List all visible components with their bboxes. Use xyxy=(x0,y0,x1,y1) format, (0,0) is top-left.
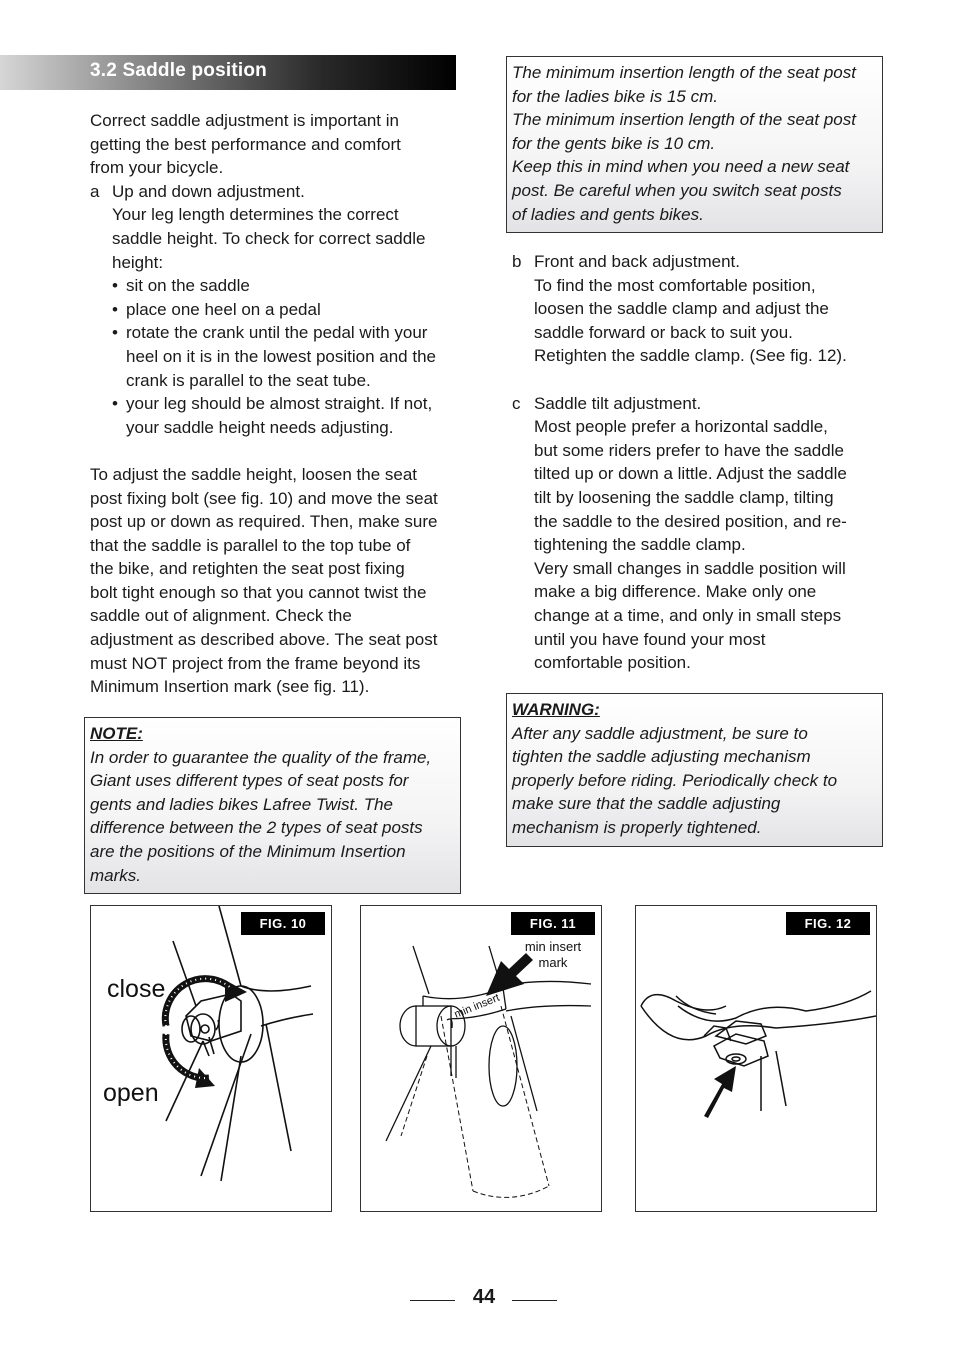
item-a-title: Up and down adjustment. xyxy=(112,181,305,201)
bullet-mark: • xyxy=(112,276,118,296)
page-rule-right xyxy=(512,1300,557,1301)
warning-line: properly before riding. Periodically check to xyxy=(512,770,838,790)
warning-label: WARNING: xyxy=(512,700,600,719)
adjust-line: adjustment as described above. The seat post xyxy=(90,630,438,650)
page-number: 44 xyxy=(472,1286,496,1308)
bullet-line: heel on it is in the lowest position and the xyxy=(126,346,436,366)
item-c-title: Saddle tilt adjustment. xyxy=(534,393,702,413)
fig11-callout-line2: mark xyxy=(538,955,568,970)
item-c-line: comfortable position. xyxy=(534,653,691,673)
fig11-callout-line1: min insert xyxy=(524,939,582,954)
bullet-mark: • xyxy=(112,299,118,319)
warning-line: tighten the saddle adjusting mechanism xyxy=(512,747,811,767)
item-c-line: tightening the saddle clamp. xyxy=(534,535,746,555)
item-a-line: height: xyxy=(112,252,164,272)
note-line: marks. xyxy=(90,865,141,885)
adjust-line: Minimum Insertion mark (see fig. 11). xyxy=(90,677,370,697)
note-label: NOTE: xyxy=(90,724,143,743)
right-column xyxy=(512,250,884,675)
item-c-line: Very small changes in saddle position will xyxy=(534,558,846,578)
warning-box xyxy=(506,693,883,847)
item-c-line: change at a time, and only in small steps xyxy=(534,605,842,625)
bullet-item xyxy=(90,321,460,392)
adjust-line: the bike, and retighten the seat post fixing xyxy=(90,559,405,579)
figure-12 xyxy=(635,905,877,1212)
insertion-line: The minimum insertion length of the seat post xyxy=(512,110,856,130)
figure-11 xyxy=(360,905,602,1212)
fig10-close-label: close xyxy=(107,975,166,1003)
item-c-heading xyxy=(512,392,884,416)
adjust-line: post fixing bolt (see fig. 10) and move the seat xyxy=(90,488,438,508)
adjust-line: To adjust the saddle height, loosen the seat xyxy=(90,464,418,484)
item-b-marker: b xyxy=(512,252,522,271)
item-b-line: loosen the saddle clamp and adjust the xyxy=(534,299,829,319)
insertion-line: for the ladies bike is 15 cm. xyxy=(512,86,718,106)
item-c-line: tilted up or down a little. Adjust the saddle xyxy=(534,464,847,484)
fig10-open-label: open xyxy=(103,1079,159,1107)
fig11-post-text: min insert xyxy=(452,991,502,1021)
item-b-heading xyxy=(512,250,884,274)
bullet-line: sit on the saddle xyxy=(126,276,250,296)
fig10-drawing xyxy=(91,906,332,1212)
fig11-tag: FIG. 11 xyxy=(511,912,595,935)
note-line: In order to guarantee the quality of the frame, xyxy=(90,747,432,767)
section-title: 3.2 Saddle position xyxy=(90,60,267,81)
adjust-line: bolt tight enough so that you cannot twist the xyxy=(90,582,427,602)
note-line: gents and ladies bikes Lafree Twist. The xyxy=(90,794,394,814)
spacer xyxy=(512,368,884,392)
bullet-item xyxy=(90,392,460,439)
fig12-drawing xyxy=(636,906,877,1212)
item-c-line: until you have found your most xyxy=(534,629,766,649)
intro-line: getting the best performance and comfort xyxy=(90,134,401,154)
insertion-line: The minimum insertion length of the seat post xyxy=(512,63,856,82)
item-b-line: Retighten the saddle clamp. (See fig. 12). xyxy=(534,346,847,366)
bullet-line: your leg should be almost straight. If not, xyxy=(126,394,433,414)
item-c-line: but some riders prefer to have the saddle xyxy=(534,440,844,460)
fig11-drawing xyxy=(361,906,602,1212)
adjust-line: saddle out of alignment. Check the xyxy=(90,606,352,626)
item-c-line: make a big difference. Make only one xyxy=(534,582,817,602)
item-a-heading xyxy=(90,180,460,204)
left-column xyxy=(90,109,460,699)
insertion-info-box xyxy=(506,56,883,233)
item-c-line: Most people prefer a horizontal saddle, xyxy=(534,417,828,437)
adjust-line: must NOT project from the frame beyond its xyxy=(90,653,421,673)
item-a-marker: a xyxy=(90,181,100,201)
insertion-line: post. Be careful when you switch seat posts xyxy=(512,180,842,200)
item-c-line: tilt by loosening the saddle clamp, tilting xyxy=(534,487,834,507)
item-c-marker: c xyxy=(512,393,521,413)
bullet-line: crank is parallel to the seat tube. xyxy=(126,370,371,390)
bullet-mark: • xyxy=(112,394,118,414)
fig12-tag: FIG. 12 xyxy=(786,912,870,935)
adjust-line: post up or down as required. Then, make sure xyxy=(90,512,438,532)
item-b-line: saddle forward or back to suit you. xyxy=(534,322,793,342)
page-rule-left xyxy=(410,1300,455,1301)
warning-line: After any saddle adjustment, be sure to xyxy=(512,723,808,743)
item-a-line: saddle height. To check for correct saddle xyxy=(112,228,426,248)
bullet-line: place one heel on a pedal xyxy=(126,299,321,319)
intro-line: Correct saddle adjustment is important in xyxy=(90,111,399,130)
bullet-line: your saddle height needs adjusting. xyxy=(126,417,394,437)
item-a-line: Your leg length determines the correct xyxy=(112,205,399,225)
item-c-line: the saddle to the desired position, and re- xyxy=(534,511,847,531)
insertion-line: Keep this in mind when you need a new seat xyxy=(512,157,850,177)
adjust-line: that the saddle is parallel to the top tube of xyxy=(90,535,411,555)
item-b-title: Front and back adjustment. xyxy=(534,252,741,271)
note-line: difference between the 2 types of seat posts xyxy=(90,818,423,838)
bullet-item xyxy=(90,274,460,298)
bullet-mark: • xyxy=(112,323,118,343)
warning-line: make sure that the saddle adjusting xyxy=(512,794,781,814)
bullet-item xyxy=(90,298,460,322)
note-line: are the positions of the Minimum Insertion xyxy=(90,841,406,861)
insertion-line: for the gents bike is 10 cm. xyxy=(512,133,716,153)
note-line: Giant uses different types of seat posts for xyxy=(90,771,409,791)
intro-line: from your bicycle. xyxy=(90,158,224,178)
spacer xyxy=(90,439,460,463)
warning-line: mechanism is properly tightened. xyxy=(512,817,762,837)
fig10-tag: FIG. 10 xyxy=(241,912,325,935)
bullet-line: rotate the crank until the pedal with your xyxy=(126,323,428,343)
note-box xyxy=(84,717,461,894)
insertion-line: of ladies and gents bikes. xyxy=(512,204,704,224)
figure-10 xyxy=(90,905,332,1212)
item-b-line: To find the most comfortable position, xyxy=(534,275,816,295)
